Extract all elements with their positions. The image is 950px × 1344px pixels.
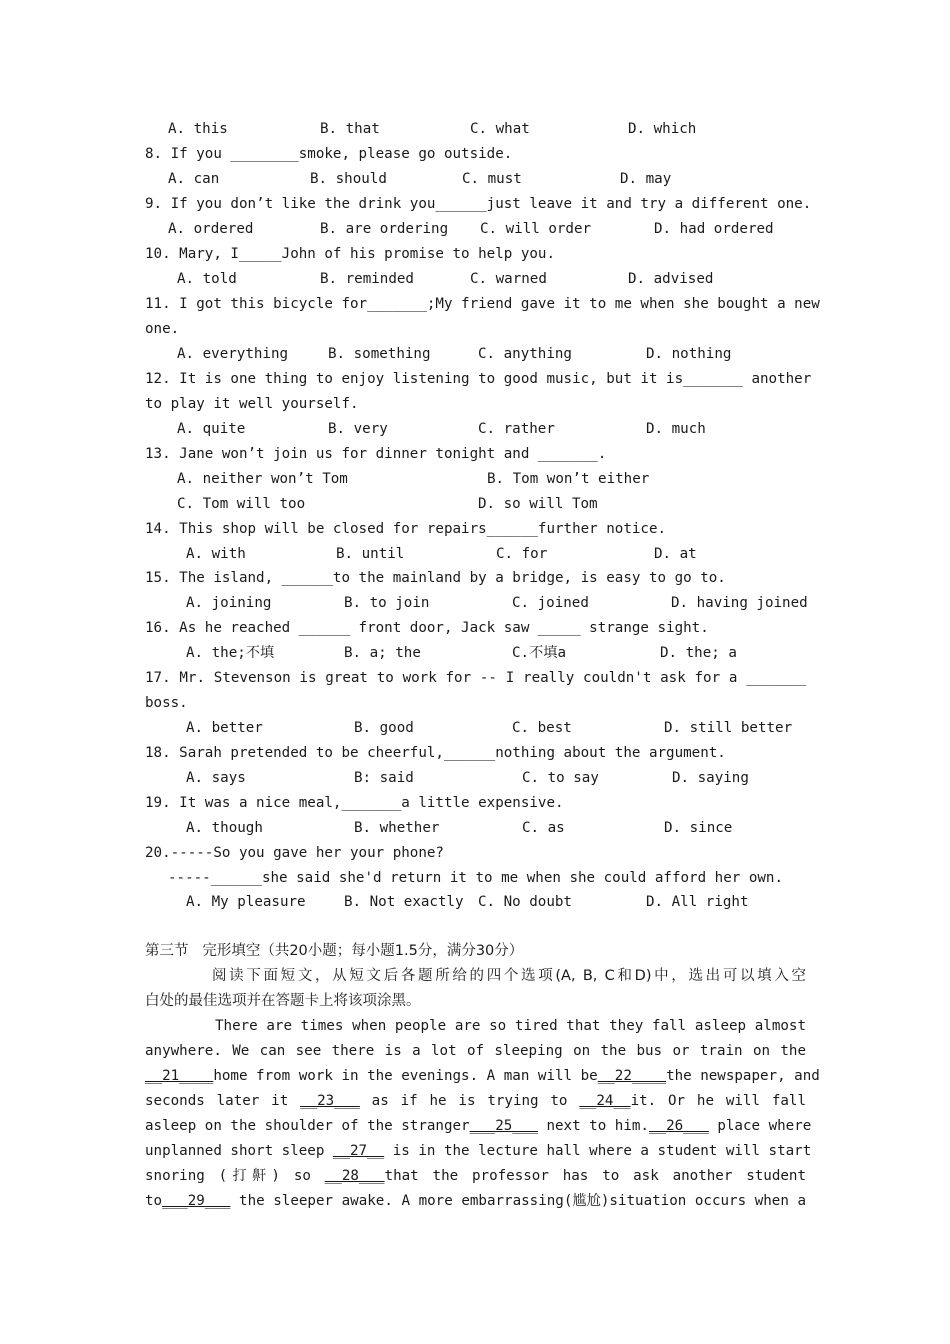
q14-option-c[interactable]: C. for <box>496 546 548 562</box>
q20-option-c[interactable]: C. No doubt <box>478 894 572 910</box>
section3-instruction-line2: 白处的最佳选项并在答题卡上将该项涂黑。 <box>145 993 421 1009</box>
q10-option-b[interactable]: B. reminded <box>320 271 414 287</box>
q18-option-a[interactable]: A. says <box>186 770 246 786</box>
q10-stem: 10. Mary, I_____John of his promise to help you. <box>145 246 555 262</box>
q14-option-d[interactable]: D. at <box>654 546 697 562</box>
passage-text: asleep on the shoulder of the stranger <box>145 1118 470 1134</box>
q18-option-d[interactable]: D. saying <box>672 770 749 786</box>
q12-stem-line2: to play it well yourself. <box>145 396 359 412</box>
q11-option-c[interactable]: C. anything <box>478 346 572 362</box>
q14-stem: 14. This shop will be closed for repairs______further notice. <box>145 521 667 537</box>
passage-line-8 <box>145 1192 806 1210</box>
blank-29[interactable]: ___29___ <box>162 1193 231 1209</box>
q20-option-d[interactable]: D. All right <box>646 894 749 910</box>
q17-option-d[interactable]: D. still better <box>664 720 793 736</box>
passage-text: the sleeper awake. A more embarrassing(尴尬)situation occurs when a <box>230 1193 806 1209</box>
blank-25[interactable]: ___25___ <box>469 1118 538 1134</box>
passage-line-6 <box>145 1142 812 1160</box>
q20-option-b[interactable]: B. Not exactly <box>344 894 464 910</box>
q13-option-b[interactable]: B. Tom won’t either <box>487 471 650 487</box>
blank-23[interactable]: __23___ <box>300 1093 360 1109</box>
blank-24[interactable]: __24__ <box>579 1093 631 1109</box>
passage-line-3 <box>145 1067 820 1085</box>
q17-stem-line1: 17. Mr. Stevenson is great to work for -- I really couldn't ask for a _______ <box>145 670 806 686</box>
q12-stem-line1: 12. It is one thing to enjoy listening to good music, but it is_______ another <box>145 371 812 387</box>
q17-option-a[interactable]: A. better <box>186 720 263 736</box>
passage-text: as if he is trying to <box>359 1093 580 1109</box>
q16-option-c[interactable]: C.不填a <box>512 645 566 661</box>
q10-option-d[interactable]: D. advised <box>628 271 714 287</box>
q9-option-c[interactable]: C. will order <box>480 221 592 237</box>
q9-option-b[interactable]: B. are ordering <box>320 221 449 237</box>
passage-text: place where <box>708 1118 812 1134</box>
passage-text: it. Or he will fall <box>630 1093 806 1109</box>
q19-option-b[interactable]: B. whether <box>354 820 440 836</box>
passage-text: snoring (打鼾) so <box>145 1168 325 1184</box>
q10-option-c[interactable]: C. warned <box>470 271 547 287</box>
passage-line-4 <box>145 1092 806 1110</box>
q13-stem: 13. Jane won’t join us for dinner tonight and _______. <box>145 446 607 462</box>
q17-option-b[interactable]: B. good <box>354 720 414 736</box>
blank-28[interactable]: __28___ <box>324 1168 385 1184</box>
q8-option-c[interactable]: C. must <box>462 171 522 187</box>
q7-option-b[interactable]: B. that <box>320 121 380 137</box>
passage-text: seconds later it <box>145 1093 301 1109</box>
section3-instruction-line1: 阅读下面短文，从短文后各题所给的四个选项(A, B, C和D)中，选出可以填入空 <box>212 968 806 984</box>
q15-option-c[interactable]: C. joined <box>512 595 589 611</box>
q11-stem-line1: 11. I got this bicycle for_______;My friend gave it to me when she bought a new <box>145 296 820 312</box>
passage-text: home from work in the evenings. A man will be <box>213 1068 598 1084</box>
passage-line-5 <box>145 1117 812 1135</box>
q12-option-a[interactable]: A. quite <box>177 421 246 437</box>
q11-option-d[interactable]: D. nothing <box>646 346 732 362</box>
q11-option-a[interactable]: A. everything <box>177 346 289 362</box>
passage-line-7 <box>145 1167 806 1185</box>
blank-22[interactable]: __22____ <box>597 1068 667 1084</box>
q7-option-d[interactable]: D. which <box>628 121 697 137</box>
passage-text: unplanned short sleep <box>145 1143 333 1159</box>
q11-option-b[interactable]: B. something <box>328 346 431 362</box>
blank-26[interactable]: __26___ <box>648 1118 709 1134</box>
q20-option-a[interactable]: A. My pleasure <box>186 894 306 910</box>
q19-stem: 19. It was a nice meal,_______a little expensive. <box>145 795 564 811</box>
q11-stem-line2: one. <box>145 321 180 337</box>
q9-stem: 9. If you don’t like the drink you______just leave it and try a different one. <box>145 196 812 212</box>
q15-option-d[interactable]: D. having joined <box>671 595 808 611</box>
q7-option-a[interactable]: A. this <box>168 121 228 137</box>
q15-option-b[interactable]: B. to join <box>344 595 430 611</box>
section3-title: 第三节 完形填空（共20小题；每小题1.5分，满分30分） <box>145 943 524 959</box>
passage-text: to <box>145 1193 163 1209</box>
q16-stem: 16. As he reached ______ front door, Jack saw _____ strange sight. <box>145 620 709 636</box>
q18-option-c[interactable]: C. to say <box>522 770 599 786</box>
passage-text: the newspaper, and <box>666 1068 820 1084</box>
q17-stem-line2: boss. <box>145 695 188 711</box>
passage-line-1: There are times when people are so tired that they fall asleep almost <box>215 1018 806 1034</box>
q13-option-a[interactable]: A. neither won’t Tom <box>177 471 348 487</box>
q20-stem-line1: 20.-----So you gave her your phone? <box>145 845 444 861</box>
q15-option-a[interactable]: A. joining <box>186 595 272 611</box>
q9-option-a[interactable]: A. ordered <box>168 221 254 237</box>
q17-option-c[interactable]: C. best <box>512 720 572 736</box>
q8-option-a[interactable]: A. can <box>168 171 220 187</box>
q13-option-c[interactable]: C. Tom will too <box>177 496 306 512</box>
q16-option-d[interactable]: D. the; a <box>660 645 737 661</box>
q12-option-c[interactable]: C. rather <box>478 421 555 437</box>
q12-option-b[interactable]: B. very <box>328 421 388 437</box>
q7-option-c[interactable]: C. what <box>470 121 530 137</box>
q16-option-a[interactable]: A. the;不填 <box>186 645 275 661</box>
passage-line-2: anywhere. We can see there is a lot of sleeping on the bus or train on the <box>145 1043 806 1059</box>
q8-stem: 8. If you ________smoke, please go outside. <box>145 146 513 162</box>
q18-option-b[interactable]: B: said <box>354 770 414 786</box>
q18-stem: 18. Sarah pretended to be cheerful,______nothing about the argument. <box>145 745 726 761</box>
passage-text: is in the lecture hall where a student will start <box>384 1143 812 1159</box>
q16-option-b[interactable]: B. a; the <box>344 645 421 661</box>
q12-option-d[interactable]: D. much <box>646 421 706 437</box>
q9-option-d[interactable]: D. had ordered <box>654 221 774 237</box>
q19-option-d[interactable]: D. since <box>664 820 733 836</box>
q14-option-a[interactable]: A. with <box>186 546 246 562</box>
q15-stem: 15. The island, ______to the mainland by a bridge, is easy to go to. <box>145 570 726 586</box>
blank-21[interactable]: __21____ <box>145 1068 214 1084</box>
passage-text: next to him. <box>537 1118 649 1134</box>
q8-option-d[interactable]: D. may <box>620 171 672 187</box>
q10-option-a[interactable]: A. told <box>177 271 237 287</box>
q8-option-b[interactable]: B. should <box>310 171 387 187</box>
passage-text: that the professor has to ask another student <box>384 1168 806 1184</box>
q14-option-b[interactable]: B. until <box>336 546 405 562</box>
q13-option-d[interactable]: D. so will Tom <box>478 496 598 512</box>
q19-option-c[interactable]: C. as <box>522 820 565 836</box>
blank-27[interactable]: __27__ <box>332 1143 385 1159</box>
q19-option-a[interactable]: A. though <box>186 820 263 836</box>
q20-stem-line2: -----______she said she'd return it to me when she could afford her own. <box>168 870 783 886</box>
